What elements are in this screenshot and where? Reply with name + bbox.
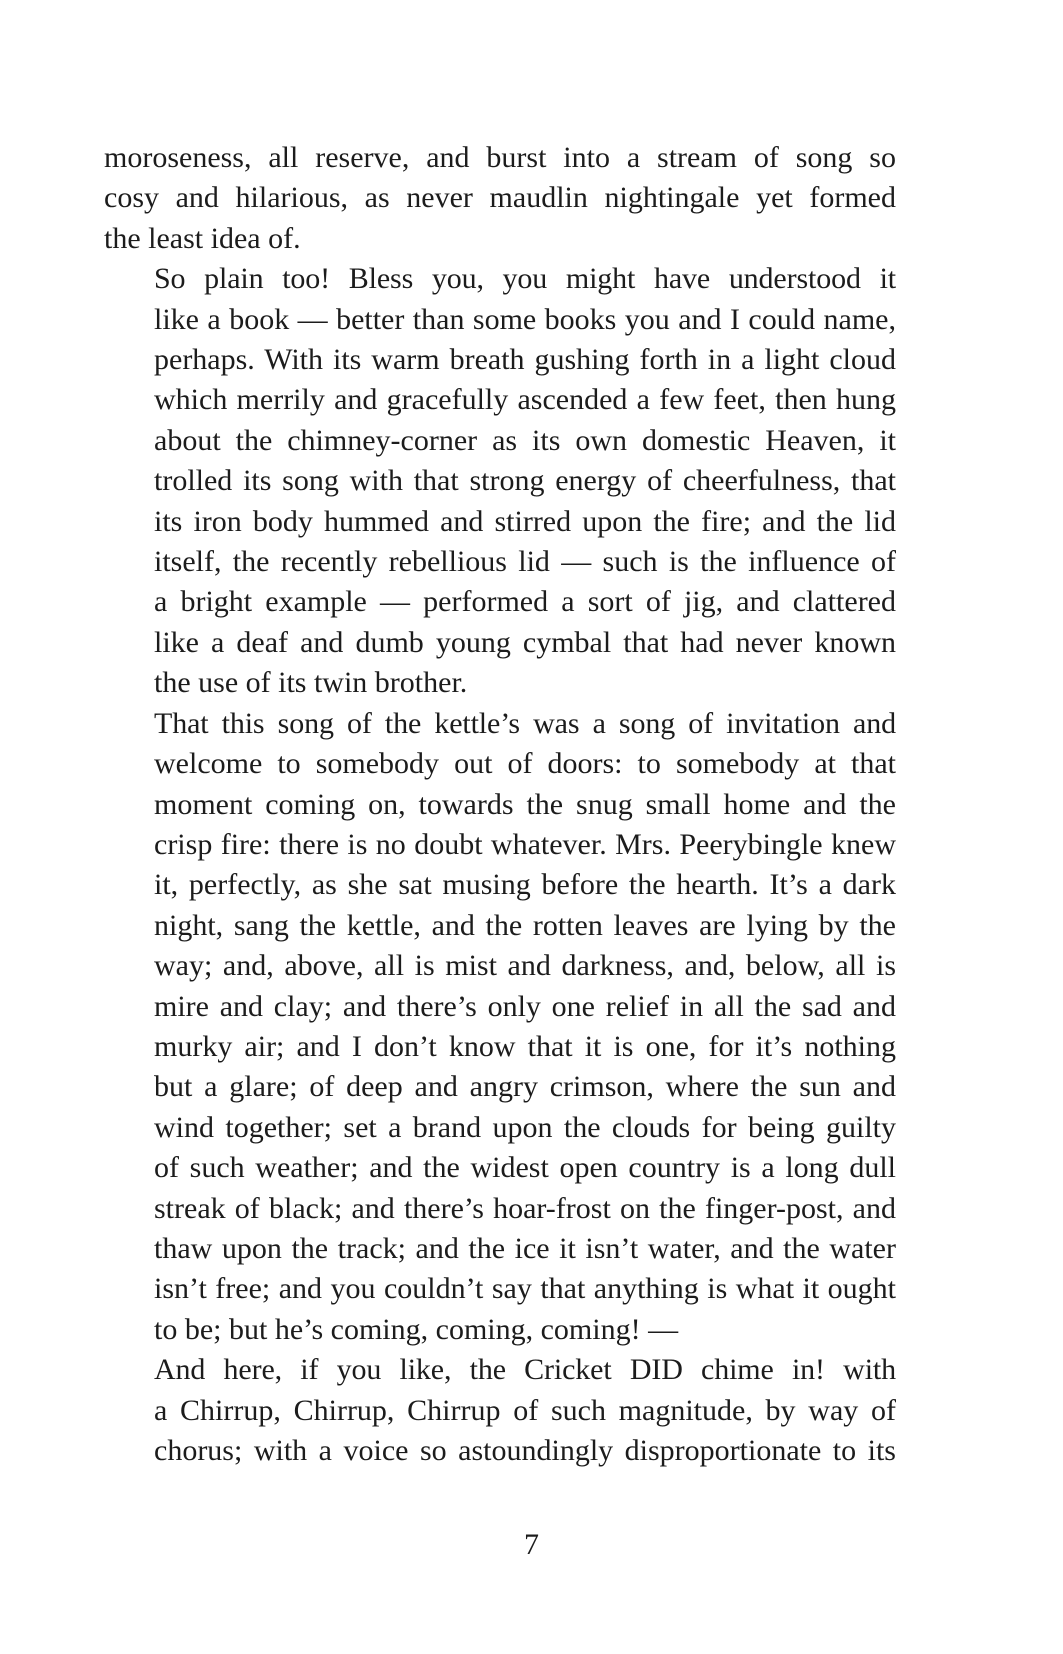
text-line: chorus; with a voice so astoundingly disproportionate to its: [154, 1434, 896, 1467]
page-number: 7: [524, 1528, 539, 1561]
text-line: murky air; and I don’t know that it is one, for it’s nothing: [154, 1029, 896, 1063]
text-line: way; and, above, all is mist and darkness, and, below, all is: [154, 949, 896, 983]
text-line: mire and clay; and there’s only one relief in all the sad and: [154, 989, 896, 1023]
text-line: like a deaf and dumb young cymbal that had never known: [154, 625, 896, 659]
text-line: a bright example — performed a sort of jig, and clattered: [154, 585, 896, 619]
text-line: which merrily and gracefully ascended a few feet, then hung: [154, 383, 896, 417]
paragraph: [104, 138, 896, 259]
text-line: moroseness, all reserve, and burst into a stream of song so: [104, 141, 896, 174]
paragraph: [104, 704, 896, 1351]
text-line: but a glare; of deep and angry crimson, where the sun and: [154, 1070, 896, 1104]
text-line: crisp fire: there is no doubt whatever. Mrs. Peerybingle knew: [154, 827, 896, 861]
body-text: [104, 138, 896, 1471]
text-line: moment coming on, towards the snug small home and the: [154, 787, 896, 821]
text-line: its iron body hummed and stirred upon the fire; and the lid: [154, 504, 896, 538]
text-line: welcome to somebody out of doors: to somebody at that: [154, 747, 896, 781]
paragraph: [104, 1350, 896, 1471]
text-line: itself, the recently rebellious lid — such is the influence of: [154, 545, 896, 579]
text-line: night, sang the kettle, and the rotten leaves are lying by the: [154, 908, 896, 942]
text-line: the least idea of.: [104, 221, 301, 255]
text-line: like a book — better than some books you and I could name,: [154, 302, 896, 336]
text-line: perhaps. With its warm breath gushing forth in a light cloud: [154, 343, 896, 377]
text-line: That this song of the kettle’s was a song of invitation and: [154, 706, 896, 740]
text-line: So plain too! Bless you, you might have understood it: [154, 262, 896, 296]
text-line: trolled its song with that strong energy of cheerfulness, that: [154, 464, 896, 498]
text-line: thaw upon the track; and the ice it isn’t water, and the water: [154, 1231, 896, 1265]
text-line: the use of its twin brother.: [154, 666, 468, 700]
text-line: streak of black; and there’s hoar-frost on the finger-post, and: [154, 1191, 896, 1225]
text-line: wind together; set a brand upon the clouds for being guilty: [154, 1110, 896, 1144]
text-line: of such weather; and the widest open country is a long dull: [154, 1151, 896, 1185]
text-line: it, perfectly, as she sat musing before the hearth. It’s a dark: [154, 868, 896, 902]
text-line: And here, if you like, the Cricket DID chime in! with: [154, 1353, 896, 1387]
text-line: a Chirrup, Chirrup, Chirrup of such magnitude, by way of: [154, 1393, 896, 1427]
text-line: cosy and hilarious, as never maudlin nightingale yet formed: [104, 181, 896, 215]
paragraph: [104, 259, 896, 703]
text-line: about the chimney-corner as its own domestic Heaven, it: [154, 423, 896, 457]
text-line: isn’t free; and you couldn’t say that anything is what it ought: [154, 1272, 896, 1306]
text-line: to be; but he’s coming, coming, coming! —: [154, 1312, 679, 1346]
